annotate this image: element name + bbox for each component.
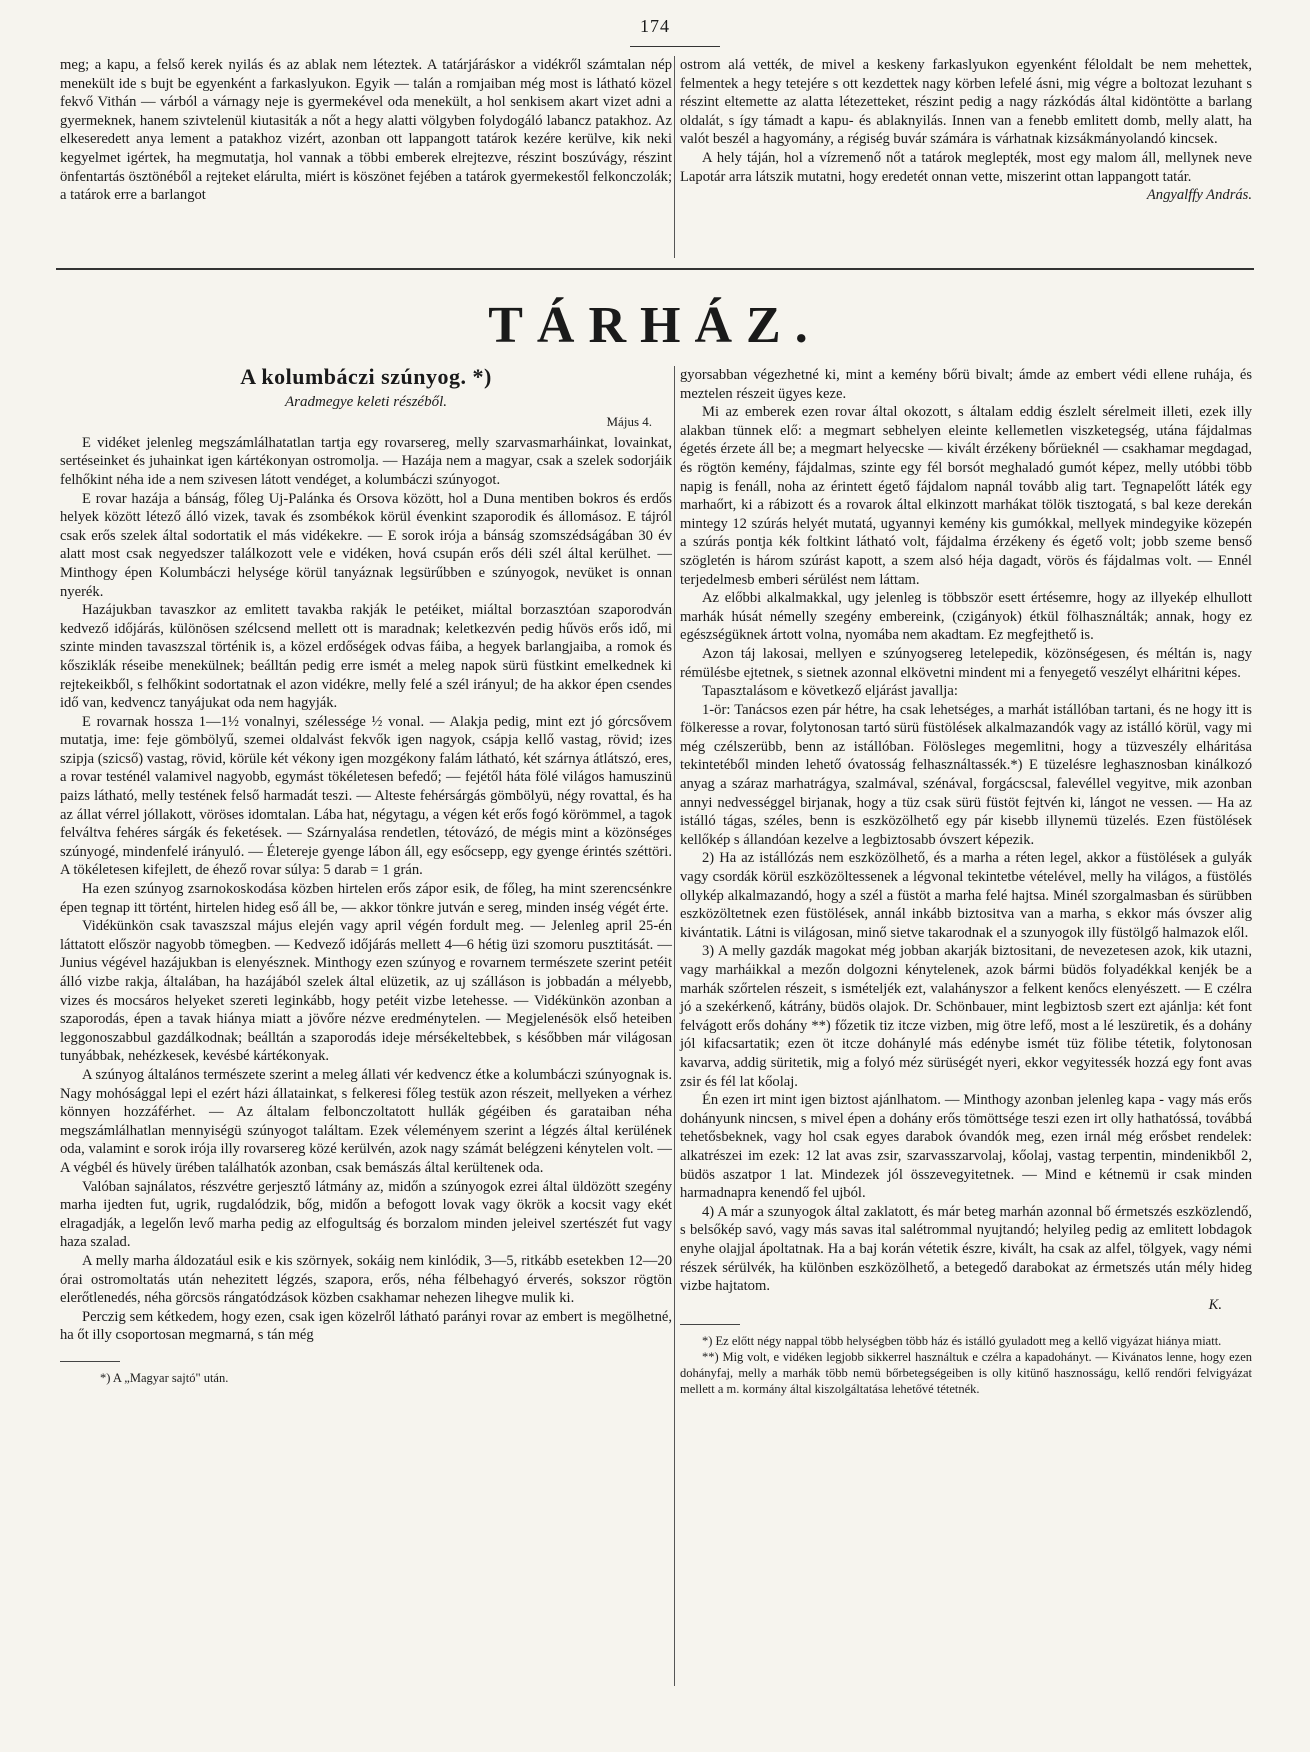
paragraph: Ha ezen szúnyog zsarnokoskodása közben hirtelen erős zápor esik, de főleg, ha mint szerencsénkre épen tegnap itt történt, hirtelen hideg eső áll be, — akkor tönkre jutván e sereg, minden inség végét érte. xyxy=(60,881,672,916)
paragraph: Vidékünkön csak tavaszszal május elején vagy april végén fordult meg. — Jelenleg april 25-én láttatott először nagyobb tömegben. — Kedvező időjárás mellett 4—6 hétig üzi szomoru pusztitását. — Junius végével hazájukban is elenyésznek. Minthogy ezen szúnyog e rovarnem természete szerint petéit álló vizbe rakja, általában, ha hazájából szelek által elüzetik, az uj szálláson is jobbadán a mélyebb, vizes és mocsáros helyeket szereti leginkább, hogy petéit vizbe letehesse. — Vidékünkön azonban a szaporodás, épen a tavak hiánya miatt a jövőre nézve eredménytelen. — Megjelenésök első heteiben leggonoszabbul gazdálkodnak; beálltán a szaporodás ideje mérsékeltebbek, s későbben már világosan tunyábbak, nehézkesek, kevésbé kártékonyak. xyxy=(60,918,672,1065)
paragraph: E rovar hazája a bánság, főleg Uj-Palánka és Orsova között, hol a Duna mentiben bokros és erdős helyek között létező álló vizek, tavak és zsombékok körül évenkint szaporodik és állomásoz. E tájról csak erős szelek által sodortatik el más vidékekre. — E sorok irója a bánság szomszédságában 30 év alatt most csak negyedszer találkozott vele e vidéken, hová csupán erős déli szél által kerülhet. — Minthogy épen Kolumbáczi helysége körül tanyáznak legsürűbben e szúnyogok, nevüket is onnan nyerék. xyxy=(60,490,672,600)
paragraph: A melly marha áldozatául esik e kis szörnyek, sokáig nem kinlódik, 3—5, ritkább esetekben 12—20 órai ostromoltatás után nehezitett légzés, szapora, erős, néha félbehagyó érverés, sokszor rögtön elerőtlenedés, néha görcsös rángatódzások közben csakhamar nehezen lihegve mulik ki. xyxy=(60,1252,672,1307)
paragraph: A hely táján, hol a vízremenő nőt a tatárok meglepték, most egy malom áll, mellynek neve Lapotár arra látszik mutatni, hogy eredetét onnan vette, miszerint ottan lappangott tatár. xyxy=(680,149,1252,185)
top-right-column xyxy=(680,56,1252,205)
paragraph: ostrom alá vették, de mivel a keskeny farkaslyukon egyenként féloldalt be nem mehettek, felmentek a hegy tetejére s ott kezdettek nagy körben lefelé ásni, mig végre a boltozat lezuhant s részint eltemette az alatta létezetteket, részint pedig a nagy rázkódás által kidöntötte a barlang oldalát, s így támadt a kapu- és ablaknyilás. Innen van a fenebb emlitett domb, melly alatt, ha valót beszél a hagyomány, a régiség buvár számára is várhatnak kizsákmányolandó kincsek. xyxy=(680,57,1252,148)
article-signature: K. xyxy=(1208,1296,1222,1313)
column-divider xyxy=(674,56,675,258)
footnote: *) A „Magyar sajtó" után. xyxy=(100,1370,229,1385)
article-left-column xyxy=(60,366,672,1386)
paragraph: Mi az emberek ezen rovar által okozott, s általam eddig észlelt sérelmeit illeti, ezek illy alakban tünnek elő: a megmart sebhelyen eleinte kellemetlen viszketegség, utána fájdalmas égetés érzete áll be; a megmart helyecske — kivált érzékeny bőrüeknél — csakhamar megdagad, és rögtön kemény, fájdalmas, szinte egy fél borsót meghaladó gumót képez, melly utóbbi több napig is fenáll, noha az érintett égető fájdalom napnál tovább alig tart. Tegnapelőtt láték egy marhaőrt, ki a rábizott és a rovarok által elkinzott marhákat tölök tisztogatá, s bal keze derekán mintegy 12 szúrás helyét mutatá, ugyannyi kemény kis gumókkal, mellyek mindegyike közepén a szúrás pontja kék foltkint látható volt, fájdalma érzékeny és égető volt; jobb szeme benső szögletén is három szúrást kapott, a szem alsó héja dagadt, vörös és fájdalmas volt. — Ennél terjedelmesb emberi sérülést nem láttam. xyxy=(680,404,1252,588)
top-left-column xyxy=(60,56,672,205)
paragraph: Perczig sem kétkedem, hogy ezen, csak igen közelről látható parányi rovar az embert is megölhetné, ha őt illy csoportosan megmarná, s tán még xyxy=(60,1308,672,1344)
paragraph: 2) Ha az istállózás nem eszközölhető, és a marha a réten legel, akkor a füstölések a gulyák vagy csordák körül eszközöltessenek a légvonal tekintetbe vételével, melly ha világos, a füstölés ollykép alkalmazandó, hogy a szél a füstöt a marha felé hajtsa. Minél szorgalmasban és sürübben eszközöltetnek ezen füstölések, annál inkább biztositva van a marha, s ekkor más óvszer alig kivántatik. Látni is világosan, minő sietve takarodnak el a szunyogok illy füstölgő halmazok elől. xyxy=(680,850,1252,941)
paragraph: 4) A már a szunyogok által zaklatott, és már beteg marhán azonnal bő érmetszés eszközlendő, s belsőkép savó, vagy más savas ital salétrommal nyujtandó; helyileg pedig az emlitett lobdagok enyhe olajjal ápoltatnak. Ha a baj korán vétetik észre, kivált, ha csak az alfel, tölgyek, vagy némi részek sérülvék, ha különben eszközölhető, a betegedő darabokat az érmetszés után mély hideg vizbe hajtatom. xyxy=(680,1203,1252,1295)
paragraph: gyorsabban végezhetné ki, mint a kemény bőrü bivalt; ámde az embert védi ellene ruhája, és meztelen részeit ügyes keze. xyxy=(680,367,1252,402)
paragraph: meg; a kapu, a felső kerek nyilás és az ablak nem léteztek. A tatárjáráskor a vidékről számtalan nép menekült ide s bujt be egyenként a farkaslyukon. Egyik — talán a romjaiban még most is látható közel fekvő Vithán — várból a várnagy neje is gyermekével oda menekült, a hol senkisem akart vizet adni a gyermeknek, hanem szivtelenül kiutasiták a nőt a hegy alatti völgyben folydogáló labancz patakhoz. Az elkeseredett anya lement a patakhoz vizért, azonban ott lappangott tatárok kezére kerülve, kik neki kegyelmet igértek, ha megmutatja, hol vannak a többi emberek elrejtezve, részint boszúvágy, részint önfentartás ösztönéből a rejteket elárulta, miért is köszönet fejében a tatárok gyermekestől felkonczolák; a tatárok erre a barlangot xyxy=(60,57,672,204)
article-date: Május 4. xyxy=(606,414,652,430)
paragraph: Valóban sajnálatos, részvétre gerjesztő látmány az, midőn a szúnyogok ezrei által üldözött szegény marha ijedten fut, ugrik, rugdalódzik, bőg, midőn a befogott lovak vagy ökrök a kocsit vagy ekét elragadják, a legelőn levő marha pedig az elfogultság és borzalom minden jeleivel szertészét fut vagy haza szalad. xyxy=(60,1178,672,1251)
page-number-rule xyxy=(630,46,720,47)
footnote-rule xyxy=(60,1361,120,1362)
paragraph: 1-ör: Tanácsos ezen pár hétre, ha csak lehetséges, a marhát istállóban tartani, és ne hogy itt is fölkeresse a rovar, folytonosan tartó sürü füstölések alkalmazandók vagy az istálló körül, vagy mi még czélszerübb, benn az istállóban. Fölösleges megemlitni, hogy a tüzveszély elháritása tekintetéből minden lehető óvatosság felhasználtassék.*) E tüzelésre leghasznosban kinálkozó anyag a száraz marhatrágya, szalmával, szénával, forgácscsal, falevéllel vegyitve, mik azonban annyi nedvességgel birjanak, hogy a tüz csak sürü füstöt fejtvén ki, lángot ne vessen. — Ha az istálló tágas, széles, benn is eszközölhető egy pár kisebb illynemü tüzelés. Ezen füstölések kellőkép s állandóan kezelve a legbiztosabb óvszert képezik. xyxy=(680,701,1252,848)
paragraph: E vidéket jelenleg megszámlálhatatlan tartja egy rovarsereg, melly szarvasmarháinkat, lovainkat, sertéseinket és juhainkat igen kártékonyan ostromolja. — Hazája nem a magyar, csak a szelek sodorjáik felhőkint néha ide a nem szivesen látott vendéget, a kolumbáczi szúnyogot. xyxy=(60,434,672,488)
paragraph: Én ezen irt mint igen biztost ajánlhatom. — Minthogy azonban jelenleg kapa - vagy más erős dohányunk nincsen, s mivel épen a dohány erős tömöttsége teszi ezen irt olly hathatóssá, továbbá tehetősbeknek, vagy hol csak egyes darabok óvandók meg, ezen irnál még erősbet rendelek: alkatrészei im ezek: 12 lat avas zsir, szarvasszarvolaj, kőolaj, vastag terpentin, mindenikből 2, büdös aszatpor 1 lat. Mindezek jól összevegyitetnek. — Mind e kétnemü ir csak minden harmadnapra kenendő fel ujból. xyxy=(680,1092,1252,1202)
paragraph: Azon táj lakosai, mellyen e szúnyogsereg letelepedik, közönségesen, és méltán is, nagy rémülésbe ejtetnek, s sietnek azonnal elkövetni mindent mi a fenyegető veszélyt elháritni képes. xyxy=(680,645,1252,681)
paragraph: Hazájukban tavaszkor az emlitett tavakba rakják le petéiket, miáltal borzasztóan szaporodván kedvező időjárás, különösen szélcsend mellett ott is maradnak; keletkezvén pedig hűvös erős idő, mi szinte minden tavaszszal történik is, a közel erdőségek odvas fáiba, a hegyek barlangjaiba, a romok és kősziklák réseibe menekülnek; beálltán pedig erre ismét a meleg napok sürü füstkint emelkednek ki rejtekeikből, s felhőkint sodortatnak el azon vidékre, melly felé a szél irányul; de ha akkor épen csendes idő van, kedvencz tanyájukat oda nem hagyják. xyxy=(60,602,672,712)
footnote: **) Mig volt, e vidéken legjobb sikkerrel használtuk e czélra a kapadohányt. — Kivánatos lenne, hogy ezen dohányfaj, melly a marhák több nemü bőrbetegségeiben is olly kitünő hasznosságu, kellő rendőri felvigyázat mellett a m. kormány által kiszolgáltatása lehetővé tétetnék. xyxy=(680,1350,1252,1397)
paragraph: 3) A melly gazdák magokat még jobban akarják biztositani, de nevezetesen azok, kik utazni, vagy marháikkal a mezőn dolgozni kénytelenek, azok bármi büdös folyadékkal kenjék be a marhák szőrtelen részeit, s ismételjék ezt, valahányszor a felkent kenőcs elenyészett. — E czélra jó a szekérkenő, kátrány, büdös olajok. Dr. Schönbauer, mint legbiztosb szert ezt ajánlja: két font felvágott erős dohány **) főzetik tiz itcze vizben, mig ötre lefő, most a lé leszüretik, és a dohány jól kifacsartatik; ezen öt itcze dohánylé más edénybe ismét tüz fölibe tétetik, folytonosan kavarva, addig süritetik, mig a folyó méz sürüségét nyeri, ekkor vegyitessék hozzá egy font avas zsir és fél lat kőolaj. xyxy=(680,943,1252,1090)
paragraph: A szúnyog általános természete szerint a meleg állati vér kedvencz étke a kolumbáczi szúnyognak is. Nagy mohósággal lepi el ezért házi állatainkat, s felkeresi főleg testük azon részeit, mellyeken a vérhez könnyen hozzáférhet. — Az általam felbonczoltatott hullák gégéiben és garataiban néha megszámlálhatlan mennyiségü szúnyogot találtam. Ezek véleményem szerint a légzés által kerülének oda, valamint e sorok irója illy rovarsereg közé kerülvén, azok nagy számát belégzeni kénytelen volt. — A végbél és hüvely ürében találhatók azonban, csak bemászás által kerültenek oda. xyxy=(60,1066,672,1176)
column-divider xyxy=(674,366,675,1686)
section-title: TÁRHÁZ. xyxy=(488,297,822,354)
page-number: 174 xyxy=(640,16,670,36)
section-divider xyxy=(56,268,1254,270)
article-right-column xyxy=(680,366,1252,1397)
article-subtitle: Aradmegye keleti részéből. xyxy=(284,393,448,410)
footnote: *) Ez előtt négy nappal több helységben több ház és istálló gyuladott meg a kellő vigyázat hiánya miatt. xyxy=(702,1334,1222,1349)
paragraph: E rovarnak hossza 1—1½ vonalnyi, szélessége ½ vonal. — Alakja pedig, mint ezt jó górcsővem mutatja, ime: feje gömbölyű, szemei oldalvást fekvők igen nagyok, csápja kellő vastag, rövid; izes szipja (szicső) vastag, rövid, körüle két vékony igen mozgékony falám látható, két szárnya átlátszó, eres, a rovar testénél valamivel nagyobb, egymást tökéletesen befedő; — fejétől háta fölé világos hamuszinü paizs látható, melly testének felső harmadát teszi. — Alteste fehérsárgás gömbölyü, négy rovattal, és ha az állat vérrel jóllakott, vöröses idomtalan. Lába hat, négytagu, a végen két erős fogó körömmel, a tagok felváltva fehéres sárgák és feketések. — Szárnyalása rendetlen, tétovázó, de mégis mint a közönséges szúnyogé, mindenfelé irányuló. — Életereje gyenge lábon áll, egy esőcsepp, egy gyenge érintés széttöri. A tökéletesen kifejlett, de éhező rovar súlya: 5 darab = 1 grán. xyxy=(60,713,672,879)
author-signature: Angyalffy András. xyxy=(1146,187,1252,204)
article-title: A kolumbáczi szúnyog. *) xyxy=(240,364,492,389)
paragraph: Az előbbi alkalmakkal, ugy jelenleg is többször esett értésemre, hogy az illyekép elhullott marhák húsát némelly szegény embereink, (czigányok) étkül fölhasználták; annak, hogy ez egészségüknek ártott volna, nyomába nem akadtam. Ez megfejthető is. xyxy=(680,590,1252,644)
footnote-rule xyxy=(680,1324,740,1325)
paragraph: Tapasztalásom e következő eljárást javallja: xyxy=(702,683,958,700)
